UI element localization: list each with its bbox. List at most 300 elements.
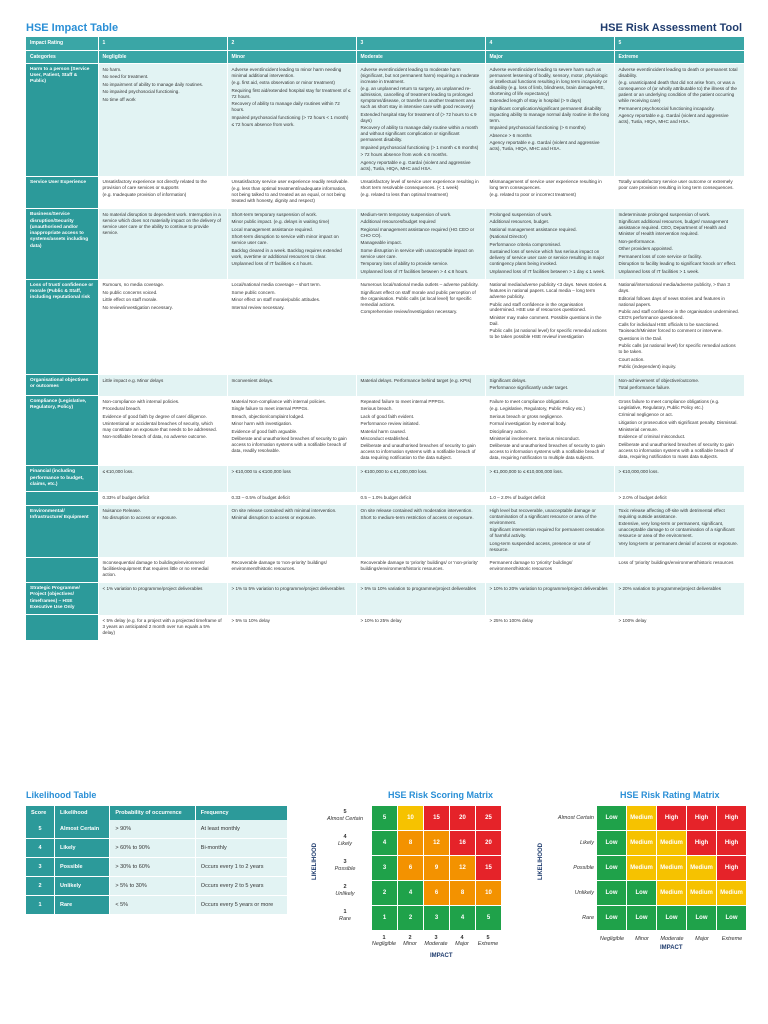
impact-text: Local management assistance required. xyxy=(231,226,313,232)
impact-text: Adverse event/incident leading to moderate harm (significant, but not permanent harm) requiring a moderate increase in treatment. xyxy=(360,67,480,84)
impact-text: Performance significantly under target. xyxy=(489,385,569,391)
impact-text: Ministerial involvement. Serious misconduct. xyxy=(489,435,580,441)
rating-col-label: Major xyxy=(695,936,709,942)
impact-text: Comprehensive review/investigation necessary. xyxy=(360,308,458,314)
impact-cell xyxy=(614,615,744,640)
impact-text: Material Non-compliance with internal policies. xyxy=(231,398,326,404)
impact-text: Serious breach or gross negligence. xyxy=(489,413,564,419)
header1-cell: 2 xyxy=(227,37,356,50)
impact-cell xyxy=(98,64,227,177)
impact-text: Agency reportable e.g. Gardaí (violent and aggressive acts), Tusla, HIQA, MHC and HSA. xyxy=(489,140,600,152)
impact-text: Material delays. Performance behind target (e.g. KPIs) xyxy=(360,377,472,383)
header2-cell: Moderate xyxy=(356,50,485,64)
impact-text: Totally unsatisfactory service user outcome or extremely poor care provision resulting in long term consequences. xyxy=(618,179,734,190)
impact-text: Temporary loss of ability to provide service. xyxy=(360,261,449,267)
impact-cell xyxy=(614,505,744,557)
impact-text: Prolonged suspension of work. xyxy=(489,211,553,217)
impact-text: On site release contained with minimal intervention. xyxy=(231,508,337,514)
rating-cell: Low xyxy=(627,906,656,930)
impact-cell xyxy=(485,396,614,466)
impact-text: No need for treatment. xyxy=(102,74,149,80)
impact-cell xyxy=(614,466,744,492)
impact-text: National/international media/adverse publicity, > than 3 days. xyxy=(618,282,730,294)
rating-cell: Low xyxy=(597,806,626,830)
impact-text: Permanent damage to 'priority' buildings/ environment/historic resources xyxy=(489,560,573,572)
impact-text: Unsatisfactory experience not directly related to the provision of care services or supports xyxy=(102,179,207,190)
impact-text: Unplanned loss of IT facilities between > 1 day ≤ 1 week. xyxy=(489,268,606,274)
score-cell: 12 xyxy=(424,831,449,855)
score-cell: 2 xyxy=(372,881,397,905)
likelihood-header: Likelihood xyxy=(55,806,110,820)
impact-text: 0.33 – 0.5% of budget deficit xyxy=(231,494,290,500)
rating-row-label: Possible xyxy=(573,865,594,871)
impact-text: On site release contained with moderation intervention. xyxy=(360,508,473,514)
rating-cell: High xyxy=(717,856,746,880)
category-label xyxy=(26,615,98,640)
impact-cell xyxy=(98,375,227,396)
impact-text: Calls for individual HSE officials to be sanctioned. Taoiseach/Minister forced to comment or intervene. xyxy=(618,322,723,334)
impact-cell xyxy=(227,466,356,492)
score-col-label: 2 Minor xyxy=(403,935,417,947)
impact-text: Sustained loss of service which has serious impact on delivery of service user care or service resulting in major contingency plans being invoked. xyxy=(489,249,605,267)
impact-text: 0.33% of budget deficit xyxy=(102,494,150,500)
score-row-label: 2 Unlikely xyxy=(335,884,355,897)
impact-cell xyxy=(227,176,356,209)
impact-table xyxy=(26,37,745,641)
header2-cell: Categories xyxy=(26,50,98,64)
impact-cell xyxy=(614,375,744,396)
category-label: Service User Experience xyxy=(26,176,98,209)
rating-y-axis-label: LIKELIHOOD xyxy=(538,843,544,880)
impact-cell xyxy=(485,492,614,505)
impact-cell xyxy=(227,557,356,582)
impact-text: Some disruption in service with unacceptable impact on service user care. xyxy=(360,247,474,259)
rating-cell: Low xyxy=(657,906,686,930)
rating-cell: Low xyxy=(687,906,716,930)
impact-text: Non-compliance with internal policies. xyxy=(102,398,180,404)
impact-text: Questions in the Dail. xyxy=(618,335,663,341)
impact-text: Litigation or prosecution with significant penalty. Dismissal. xyxy=(618,419,738,425)
likelihood-frequency: Bi-monthly xyxy=(195,839,287,858)
impact-text: Minor harm with investigation. xyxy=(231,421,293,427)
impact-text: Mismanagement of service user experience resulting in long term consequences. xyxy=(489,179,602,190)
impact-cell xyxy=(485,583,614,615)
rating-cell: Medium xyxy=(687,856,716,880)
impact-text: Extensive, very long-term or permanent, significant, unacceptable damage to or contamination of a significant resource or area of the environment. xyxy=(618,521,735,539)
score-cell: 25 xyxy=(476,806,501,830)
impact-text: Public and staff confidence in the organisation undermined. CEO's performance questioned. xyxy=(618,308,739,320)
impact-text: Public and staff confidence in the organisation undermined. HSE use of resources questioned. xyxy=(489,301,587,313)
impact-text: Unplanned loss of IT facilities ≤ 4 hours. xyxy=(231,261,313,267)
impact-text: Significant intervention required for permanent cessation of harmful activity. xyxy=(489,527,605,539)
impact-text: Inconsequential damage to buildings/environment/ facilities/equipment that requires little or no remedial action. xyxy=(102,560,209,578)
impact-text: Recoverable damage to 'priority' buildings/ or 'non-priority' buildings/environment/historic resources. xyxy=(360,560,479,572)
impact-cell xyxy=(98,583,227,615)
impact-text: Public calls (at national level) for specific remedial actions to be taken possible HSE review/ investigation xyxy=(489,328,607,340)
impact-cell xyxy=(485,279,614,375)
likelihood-row xyxy=(26,820,288,839)
likelihood-score: 3 xyxy=(26,858,55,877)
header1-cell: 3 xyxy=(356,37,485,50)
impact-text: > 20% variation to programme/project deliverables xyxy=(618,585,722,591)
impact-text: < 1% variation to programme/project deliverables xyxy=(102,585,203,591)
impact-text: Minimal disruption to access or exposure. xyxy=(231,515,317,521)
impact-text: (e.g. less than optimal treatment/inadequate information, not being talked to and treated as an equal, or not being treated with honesty, dignity and respect) xyxy=(231,186,347,204)
likelihood-row xyxy=(26,896,288,915)
impact-text: Impaired psychosocial functioning (> 1 month ≤ 6 months) xyxy=(360,144,479,150)
impact-cell xyxy=(227,396,356,466)
impact-row xyxy=(26,492,744,505)
score-row-label: 1 Rare xyxy=(339,909,351,922)
impact-text: Little effect on staff morale. xyxy=(102,297,158,303)
likelihood-likelihood: Likely xyxy=(55,839,110,858)
impact-text: > 10% to 20% variation to programme/project deliverables xyxy=(489,585,608,591)
impact-cell xyxy=(356,615,485,640)
rating-cell: Low xyxy=(597,856,626,880)
score-cell: 3 xyxy=(424,906,449,930)
score-cell: 4 xyxy=(450,906,475,930)
likelihood-likelihood: Almost Certain xyxy=(55,820,110,839)
likelihood-probability: < 5% xyxy=(110,896,195,915)
impact-text: Loss of 'priority' buildings/environment/historic resources xyxy=(618,560,734,566)
likelihood-probability: > 30% to 60% xyxy=(110,858,195,877)
impact-row xyxy=(26,583,744,615)
impact-row xyxy=(26,557,744,582)
score-cell: 5 xyxy=(476,906,501,930)
rating-cell: High xyxy=(657,806,686,830)
rating-cell: High xyxy=(687,831,716,855)
impact-text: No harm. xyxy=(102,67,122,72)
impact-text: > 25% to 100% delay xyxy=(489,617,534,623)
score-cell: 8 xyxy=(398,831,423,855)
impact-text: Backlog cleared in a week. Backlog requires extended work, overtime or additional resources to clear. xyxy=(231,247,342,259)
header2-cell: Extreme xyxy=(614,50,744,64)
rating-cell: Medium xyxy=(717,881,746,905)
impact-cell xyxy=(356,505,485,557)
header1-cell: 4 xyxy=(485,37,614,50)
rating-col-label: Moderate xyxy=(660,936,684,942)
category-label: Business/Service disruption/Security (unauthorised and/or inappropriate access to systems/assets including data) xyxy=(26,209,98,279)
impact-text: Requiring first aid/extended hospital stay for treatment of ≤ 72 hours. xyxy=(231,87,351,99)
impact-text: Gross failure to meet compliance obligations (e.g. Legislative, Regulatory, Public Policy etc.) xyxy=(618,398,720,410)
impact-text: Deliberate and unauthorised breaches of security to gain access to information systems with a notifiable breach of data, requiring notification to mass data subjects. xyxy=(618,441,734,459)
impact-text: (e.g. Inadequate provision of information) xyxy=(102,192,187,198)
impact-text: Indeterminate prolonged suspension of work. xyxy=(618,211,711,217)
impact-row xyxy=(26,396,744,466)
impact-text: > 1% to 5% variation to programme/project deliverables xyxy=(231,585,345,591)
impact-text: Non-notifiable breach of data, no adverse outcome. xyxy=(102,434,207,440)
impact-cell xyxy=(614,176,744,209)
impact-cell xyxy=(485,375,614,396)
category-label xyxy=(26,557,98,582)
impact-text: Short-term temporary suspension of work. xyxy=(231,211,318,217)
impact-text: Short-term disruption to service with minor impact on service user care. xyxy=(231,234,339,246)
likelihood-score: 2 xyxy=(26,877,55,896)
score-cell: 6 xyxy=(398,856,423,880)
impact-text: Permanent loss of core service or facility. xyxy=(618,253,702,259)
impact-text: National media/adverse publicity <3 days. News stories & features in national papers. Local media – long term adverse publicity. xyxy=(489,282,607,300)
impact-text: Short to medium-term restriction of access or exposure. xyxy=(360,515,474,521)
score-cell: 3 xyxy=(372,856,397,880)
header1-cell: Impact Rating xyxy=(26,37,98,50)
impact-text: (e.g. Legislative, Regulatory, Public Policy etc.) xyxy=(489,406,585,412)
impact-text: Permanent psychosocial functioning incapacity. xyxy=(618,105,715,111)
impact-cell xyxy=(356,64,485,177)
impact-cell xyxy=(614,396,744,466)
impact-cell xyxy=(614,64,744,177)
impact-cell xyxy=(98,492,227,505)
impact-text: (e.g. related to poor or incorrect treatment) xyxy=(489,192,577,198)
impact-row xyxy=(26,64,744,177)
header1-cell: 1 xyxy=(98,37,227,50)
impact-text: Unintentional or accidental breaches of security, which may constitute an exposure that needs to be addressed. xyxy=(102,421,217,432)
impact-text: Criminal negligence or act. xyxy=(618,412,673,418)
impact-text: Recoverable damage to 'non-priority' buildings/ environment/historic resources. xyxy=(231,560,327,572)
impact-row xyxy=(26,375,744,396)
impact-cell xyxy=(614,557,744,582)
likelihood-likelihood: Possible xyxy=(55,858,110,877)
scoring-matrix-title: HSE Risk Scoring Matrix xyxy=(388,790,494,800)
header1-cell: 5 xyxy=(614,37,744,50)
impact-text: Impaired psychosocial functioning (> 6 months) xyxy=(489,125,586,131)
impact-text: Total performance failure. xyxy=(618,385,671,391)
likelihood-table xyxy=(26,806,288,915)
impact-text: Failure to meet compliance obligations. xyxy=(489,398,570,404)
impact-cell xyxy=(614,583,744,615)
impact-text: Long-term suspended access, presence or use of resource. xyxy=(489,540,591,552)
likelihood-likelihood: Unlikely xyxy=(55,877,110,896)
impact-text: 1.0 – 2.0% of budget deficit xyxy=(489,494,546,500)
impact-cell xyxy=(227,209,356,279)
impact-text: Court action. xyxy=(618,356,645,362)
impact-text: Extended length of stay in hospital (> 9 days) xyxy=(489,98,582,104)
impact-cell xyxy=(227,505,356,557)
impact-text: > €1,000,000 to ≤ €10,000,000 loss. xyxy=(489,468,563,474)
impact-row xyxy=(26,615,744,640)
likelihood-score: 1 xyxy=(26,896,55,915)
score-cell: 5 xyxy=(372,806,397,830)
score-col-label: 1 Negligible xyxy=(371,935,397,947)
impact-cell xyxy=(614,209,744,279)
impact-text: Numerous local/national media outlets – adverse publicity. xyxy=(360,282,479,288)
rating-col-label: Negligible xyxy=(599,936,625,942)
impact-text: Adverse event/incident leading to death or permanent total disability. xyxy=(618,67,738,78)
impact-text: (e.g. unanticipated death that did not arise from, or was a consequence of (or wholly attributable to) the illness of the patient or an underlying condition of the patient occurring while receiving care) xyxy=(618,80,737,104)
impact-text: Deliberate and unauthorised breaches of security to gain access to information systems with a notifiable breach of data requiring notification to the data subject. xyxy=(360,443,476,461)
impact-cell xyxy=(98,557,227,582)
impact-text: No material disruption to dependent work. Interruption in a service which does not materially impact on the delivery of service user care or the ability to continue to provide service. xyxy=(102,211,221,235)
impact-cell xyxy=(98,615,227,640)
impact-cell xyxy=(614,279,744,375)
rating-col-label: Minor xyxy=(635,936,649,942)
impact-text: Inconvenient delays. xyxy=(231,377,274,383)
rating-x-axis-label: IMPACT xyxy=(660,945,683,951)
score-cell: 15 xyxy=(424,806,449,830)
impact-text: > 2.0% of budget deficit xyxy=(618,494,667,500)
impact-text: Medium-term temporary suspension of work. xyxy=(360,211,452,217)
impact-cell xyxy=(227,279,356,375)
impact-text: Evidence of good faith by degree of care/ diligence. xyxy=(102,413,207,419)
likelihood-score: 5 xyxy=(26,820,55,839)
impact-row xyxy=(26,176,744,209)
category-label: Environmental/ Infrastructure/ Equipment xyxy=(26,505,98,557)
likelihood-header: Score xyxy=(26,806,55,820)
impact-text: Unsatisfactory service user experience readily resolvable. xyxy=(231,179,349,184)
header2-cell: Minor xyxy=(227,50,356,64)
impact-text: Significant effect on staff morale and public perception of the organisation. Public calls (at local level) for specific remedial actions. xyxy=(360,289,476,307)
impact-text: Recovery of ability to manage daily routines within 72 hours. xyxy=(231,101,340,113)
impact-text: Very long-term or permanent denial of access or exposure. xyxy=(618,540,738,546)
likelihood-frequency: Occurs every 1 to 2 years xyxy=(195,858,287,877)
impact-cell xyxy=(227,615,356,640)
impact-text: Local/national media coverage – short term. xyxy=(231,282,321,288)
impact-text: Misconduct established. xyxy=(360,435,410,441)
likelihood-frequency: At least monthly xyxy=(195,820,287,839)
impact-text: Unsatisfactory level of service user experience resulting in short term resolvable consequences. (< 1 week) xyxy=(360,179,479,190)
category-label: Strategic Programme/ Project (objectives/ timeframes) – HSE Executive Use Only xyxy=(26,583,98,615)
impact-text: Procedural breach. xyxy=(102,406,142,412)
likelihood-frequency: Occurs every 5 years or more xyxy=(195,896,287,915)
scoring-x-axis-label: IMPACT xyxy=(430,953,453,959)
rating-cell: Low xyxy=(717,906,746,930)
rating-cell: Medium xyxy=(687,881,716,905)
score-col-label: 4 Major xyxy=(455,935,469,947)
impact-cell xyxy=(485,505,614,557)
impact-text: Disruption to facility leading to significant 'knock on' effect. xyxy=(618,261,737,267)
category-label: Compliance (Legislative, Regulatory, Policy) xyxy=(26,396,98,466)
impact-text: Minister may make comment. Possible questions in the Dail. xyxy=(489,314,602,326)
category-label: Organisational objectives or outcomes xyxy=(26,375,98,396)
category-label: Harm to a person (Service User, Patient, Staff & Public) xyxy=(26,64,98,177)
impact-cell xyxy=(485,557,614,582)
impact-cell xyxy=(485,466,614,492)
score-cell: 1 xyxy=(372,906,397,930)
impact-text: Nuisance Release. xyxy=(102,508,142,514)
impact-text: Repeated failure to meet internal PPPGs. xyxy=(360,398,445,404)
likelihood-probability: > 90% xyxy=(110,820,195,839)
score-cell: 20 xyxy=(476,831,501,855)
impact-cell xyxy=(98,176,227,209)
impact-cell xyxy=(98,279,227,375)
rating-grid xyxy=(597,806,746,930)
impact-text: Performance review initiated. xyxy=(360,421,420,427)
impact-text: Public calls (at national level) for specific remedial actions to be taken. xyxy=(618,343,736,355)
score-cell: 12 xyxy=(450,856,475,880)
impact-row xyxy=(26,279,744,375)
rating-cell: High xyxy=(687,806,716,830)
rating-cell: Medium xyxy=(657,881,686,905)
impact-cell xyxy=(356,583,485,615)
impact-row xyxy=(26,209,744,279)
impact-cell xyxy=(356,176,485,209)
impact-text: ≤ €10,000 loss. xyxy=(102,468,134,474)
impact-text: Extended hospital stay for treatment of (> 72 hours to ≤ 9 days) xyxy=(360,111,477,123)
impact-cell xyxy=(227,583,356,615)
impact-text: Single failure to meet internal PPPGs. xyxy=(231,406,309,412)
impact-text: > €10,000,000 loss. xyxy=(618,468,659,474)
impact-cell xyxy=(98,396,227,466)
likelihood-likelihood: Rare xyxy=(55,896,110,915)
impact-text: No impaired psychosocial functioning. xyxy=(102,89,180,95)
impact-text: Impaired psychosocial functioning (> 72 hours < 1 month) xyxy=(231,114,349,120)
impact-cell xyxy=(614,492,744,505)
impact-cell xyxy=(356,466,485,492)
impact-text: Breach, objection/complaint lodged. xyxy=(231,413,305,419)
score-cell: 4 xyxy=(398,881,423,905)
impact-text: Significant additional resources, budget/ management assistance required. CEO, Department of Health and Minister of Health intervention required. xyxy=(618,219,729,237)
impact-text: (National Director) xyxy=(489,234,527,240)
impact-text: Deliberate and unauthorised breaches of security to gain access to information systems with a notifiable breach of data, requiring notification to multiple data subjects. xyxy=(489,443,605,461)
rating-cell: Medium xyxy=(627,831,656,855)
score-cell: 6 xyxy=(424,881,449,905)
header2-cell: Negligible xyxy=(98,50,227,64)
impact-cell xyxy=(356,375,485,396)
impact-cell xyxy=(485,209,614,279)
impact-cell xyxy=(356,557,485,582)
impact-text: Unplanned loss of IT facilities > 1 week. xyxy=(618,268,700,274)
impact-text: No disruption to access or exposure. xyxy=(102,515,178,521)
impact-cell xyxy=(485,615,614,640)
score-cell: 9 xyxy=(424,856,449,880)
rating-matrix-title: HSE Risk Rating Matrix xyxy=(620,790,720,800)
impact-text: ≤ 72 hours absence from work. xyxy=(231,122,295,128)
impact-text: Serious breach. xyxy=(360,406,393,412)
score-cell: 4 xyxy=(372,831,397,855)
rating-row-label: Almost Certain xyxy=(557,815,594,821)
impact-cell xyxy=(485,176,614,209)
likelihood-frequency: Occurs every 2 to 5 years xyxy=(195,877,287,896)
impact-text: No public concerns voiced. xyxy=(102,289,158,295)
impact-table-title: HSE Impact Table xyxy=(26,22,119,34)
impact-cell xyxy=(356,209,485,279)
header2-cell: Major xyxy=(485,50,614,64)
impact-text: Ministerial censure. xyxy=(618,427,659,432)
impact-cell xyxy=(485,64,614,177)
impact-text: Agency reportable e.g. Gardaí (violent and aggressive acts), Tusla, HIQA, MHC and HSA. xyxy=(618,113,729,125)
impact-cell xyxy=(227,64,356,177)
impact-text: (e.g. an unplanned return to surgery, an unplanned re-admission, cancelling of treatment leading to prolonged symptoms/disease, or transfer to another treatment area such as short stay in intensive care with good recovery) xyxy=(360,86,476,110)
likelihood-probability: > 60% to 90% xyxy=(110,839,195,858)
impact-text: Editorial follows days of news stories and features in national papers. xyxy=(618,295,725,307)
score-row-label: 4 Likely xyxy=(337,834,353,847)
impact-text: Rumours, no media coverage. xyxy=(102,282,165,288)
likelihood-row xyxy=(26,858,288,877)
impact-text: Internal review necessary. xyxy=(231,304,285,310)
score-cell: 16 xyxy=(450,831,475,855)
impact-text: Minor effect on staff morale/public attitudes. xyxy=(231,297,321,303)
impact-text: No impairment of ability to manage daily routines. xyxy=(102,81,204,87)
impact-text: No review/investigation necessary. xyxy=(102,304,173,310)
score-row-label: 5 Almost Certain xyxy=(326,809,364,822)
impact-text: Non-performance. xyxy=(618,238,656,244)
score-cell: 15 xyxy=(476,856,501,880)
impact-cell xyxy=(227,375,356,396)
impact-text: Manageable impact. xyxy=(360,240,402,246)
impact-text: > 5% to 10% delay xyxy=(231,617,270,623)
score-cell: 2 xyxy=(398,906,423,930)
impact-text: Lack of good faith evident. xyxy=(360,413,415,419)
rating-cell: High xyxy=(717,831,746,855)
impact-text: Other providers appointed. xyxy=(618,246,673,252)
score-col-label: 5 Extreme xyxy=(477,935,499,947)
likelihood-table-title: Likelihood Table xyxy=(26,790,97,800)
score-row-label: 3 Possible xyxy=(334,859,356,872)
rating-cell: Low xyxy=(597,881,626,905)
rating-cell: Medium xyxy=(627,806,656,830)
impact-text: (e.g. related to less than optimal treatment) xyxy=(360,192,449,198)
impact-text: National management assistance required. xyxy=(489,226,577,232)
impact-text: Significant complication/significant permanent disability impacting ability to manage normal daily routine in the long term. xyxy=(489,105,610,123)
